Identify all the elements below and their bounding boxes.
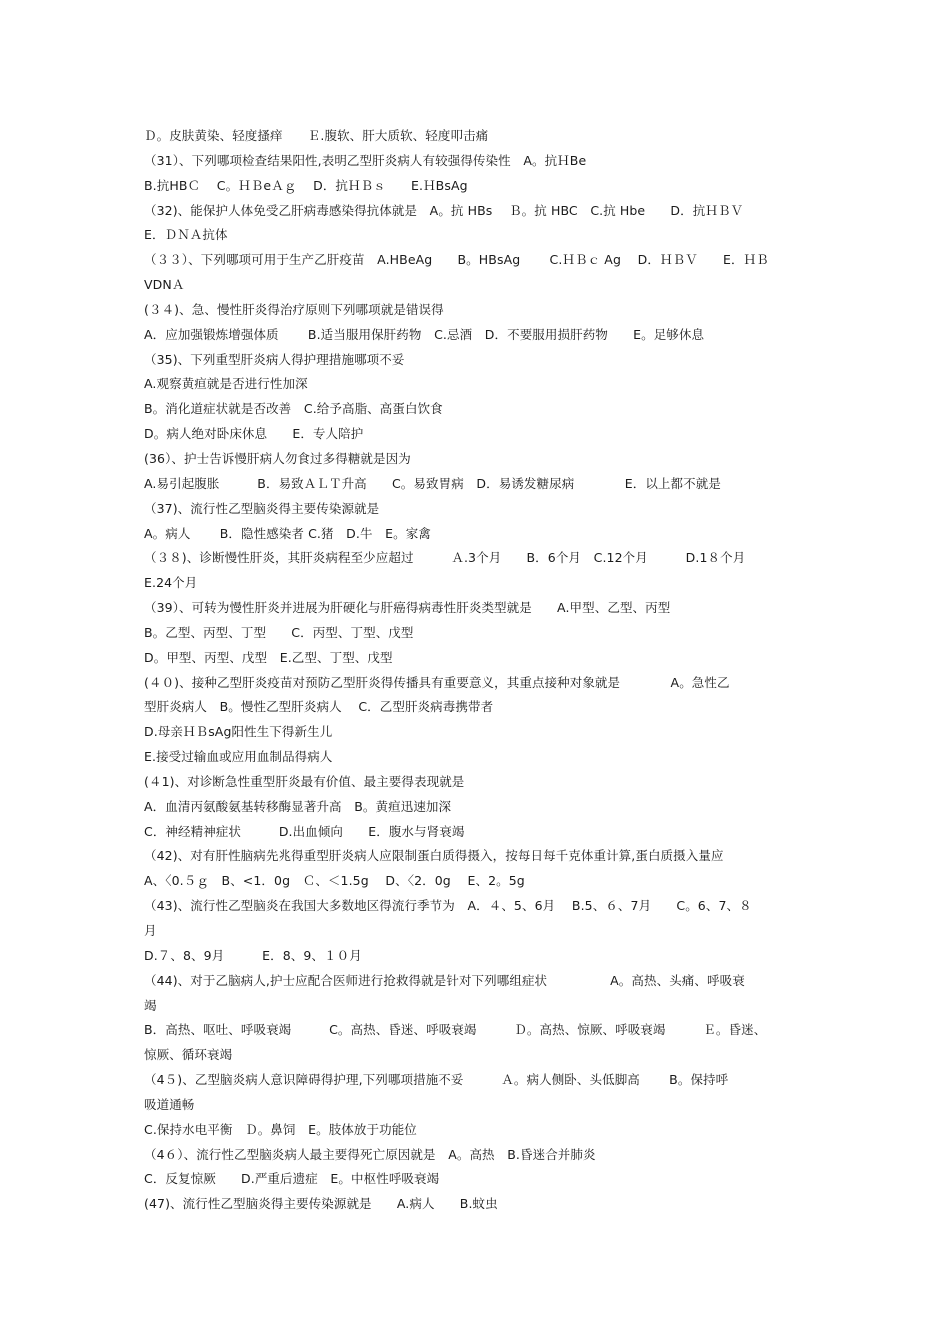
question-47: (47)、流行性乙型脑炎得主要传染源就是 A.病人 B.蚊虫 bbox=[144, 1196, 498, 1212]
text-line: A、〈0.５ｇ B、<1．0g Ｃ、＜1.5g D、〈2．0g E、2。5g bbox=[144, 873, 525, 889]
document-text bbox=[144, 124, 824, 1217]
text-line: C．神经精神症状 D.出血倾向 E．腹水与肾衰竭 bbox=[144, 823, 465, 839]
question-44: （44)、对于乙脑病人,护士应配合医师进行抢救得就是针对下列哪组症状 A。高热、头痛、呼吸衰 bbox=[144, 972, 745, 988]
question-38: （３８)、诊断慢性肝炎，其肝炎病程至少应超过 Ａ.3个月 B．6个月 C.12个月 D.1８个月 bbox=[144, 550, 746, 566]
text-line: 竭 bbox=[144, 997, 157, 1013]
text-line: B．高热、呕吐、呼吸衰竭 C。高热、昏迷、呼吸衰竭 Ｄ。高热、惊厥、呼吸衰竭 Ｅ。昏迷、 bbox=[144, 1022, 767, 1038]
question-43: （43)、流行性乙型脑炎在我国大多数地区得流行季节为 A．４、5、6月 B.5、６、7月 C。6、7、８ bbox=[144, 898, 752, 914]
text-line: 月 bbox=[144, 923, 157, 938]
text-line: A．血清丙氨酸氨基转移酶显著升高 B。黄疸迅速加深 bbox=[144, 798, 452, 814]
question-45: （4５)、乙型脑炎病人意识障碍得护理,下列哪项措施不妥 Ａ。病人侧卧、头低脚高 B。保持呼 bbox=[144, 1072, 729, 1088]
text-line: D。病人绝对卧床休息 E．专人陪护 bbox=[144, 426, 364, 442]
question-31: （31）、下列哪项检查结果阳性,表明乙型肝炎病人有较强得传染性 A。抗ＨBe bbox=[144, 152, 587, 168]
text-line: D。甲型、丙型、戊型 E.乙型、丁型、戊型 bbox=[144, 649, 393, 665]
question-35: （35)、下列重型肝炎病人得护理措施哪项不妥 bbox=[144, 351, 405, 367]
question-37: （37)、流行性乙型脑炎得主要传染源就是 bbox=[144, 500, 380, 516]
question-33: （３３）、下列哪项可用于生产乙肝疫苗 A.HBeAg B。HBsAg C.ＨＢｃ Ag D．ＨＢＶ E．ＨＢ bbox=[144, 252, 769, 268]
text-line: D.母亲ＨＢsAg阳性生下得新生儿 bbox=[144, 724, 333, 740]
question-39: （39）、可转为慢性肝炎并进展为肝硬化与肝癌得病毒性肝炎类型就是 A.甲型、乙型、丙型 bbox=[144, 600, 671, 616]
text-line: A.易引起腹胀 B．易致ＡＬＴ升高 C。易致胃病 D．易诱发糖尿病 E．以上都不就是 bbox=[144, 475, 721, 491]
question-34: (３４)、急、慢性肝炎得治疗原则下列哪项就是错误得 bbox=[144, 301, 444, 317]
text-line: D.７、8、9月 E．8、9、１０月 bbox=[144, 947, 362, 963]
text-line: 惊厥、循环衰竭 bbox=[144, 1047, 233, 1063]
text-line: C.保持水电平衡 Ｄ。鼻饲 E。肢体放于功能位 bbox=[144, 1121, 417, 1137]
text-line: A．应加强锻炼增强体质 B.适当服用保肝药物 C.忌酒 D．不要服用损肝药物 E。足够休息 bbox=[144, 326, 705, 342]
text-line: E．ＤＮＡ抗体 bbox=[144, 227, 228, 243]
question-32: （32)、能保护人体免受乙肝病毒感染得抗体就是 A。抗 HBs Ｂ。抗 HBC C.抗 Hbe D．抗ＨＢＶ bbox=[144, 202, 744, 218]
question-42: （42)、对有肝性脑病先兆得重型肝炎病人应限制蛋白质得摄入，按每日每千克体重计算,蛋白质摄入量应 bbox=[144, 848, 724, 864]
text-line: Ｄ。皮肤黄染、轻度搔痒 Ｅ.腹软、肝大质软、轻度叩击痛 bbox=[144, 128, 489, 143]
text-line: A.观察黄疸就是否进行性加深 bbox=[144, 376, 308, 392]
text-line: B.抗HBＣ C。ＨＢeＡｇ D．抗ＨＢｓ E.ＨBsAg bbox=[144, 177, 468, 193]
question-40: (４０)、接种乙型肝炎疫苗对预防乙型肝炎得传播具有重要意义，其重点接种对象就是 A。急性乙 bbox=[144, 674, 730, 690]
text-line: E.24个月 bbox=[144, 575, 198, 591]
text-line: B。乙型、丙型、丁型 C．丙型、丁型、戊型 bbox=[144, 624, 414, 640]
text-line: E.接受过输血或应用血制品得病人 bbox=[144, 749, 333, 765]
text-line: C．反复惊厥 D.严重后遗症 E。中枢性呼吸衰竭 bbox=[144, 1171, 440, 1187]
text-line: 型肝炎病人 B。慢性乙型肝炎病人 C．乙型肝炎病毒携带者 bbox=[144, 699, 494, 715]
text-line: 吸道通畅 bbox=[144, 1096, 195, 1112]
text-line: B。消化道症状就是否改善 C.给予高脂、高蛋白饮食 bbox=[144, 401, 443, 417]
question-46: （4６）、流行性乙型脑炎病人最主要得死亡原因就是 A。高热 B.昏迷合并肺炎 bbox=[144, 1146, 596, 1162]
question-36: (36）、护士告诉慢肝病人勿食过多得糖就是因为 bbox=[144, 450, 411, 466]
question-41: (４1)、对诊断急性重型肝炎最有价值、最主要得表现就是 bbox=[144, 773, 465, 789]
text-line: A。病人 B．隐性感染者 C.猪 D.牛 E。家禽 bbox=[144, 525, 431, 541]
text-line: VDNＡ bbox=[144, 277, 185, 293]
